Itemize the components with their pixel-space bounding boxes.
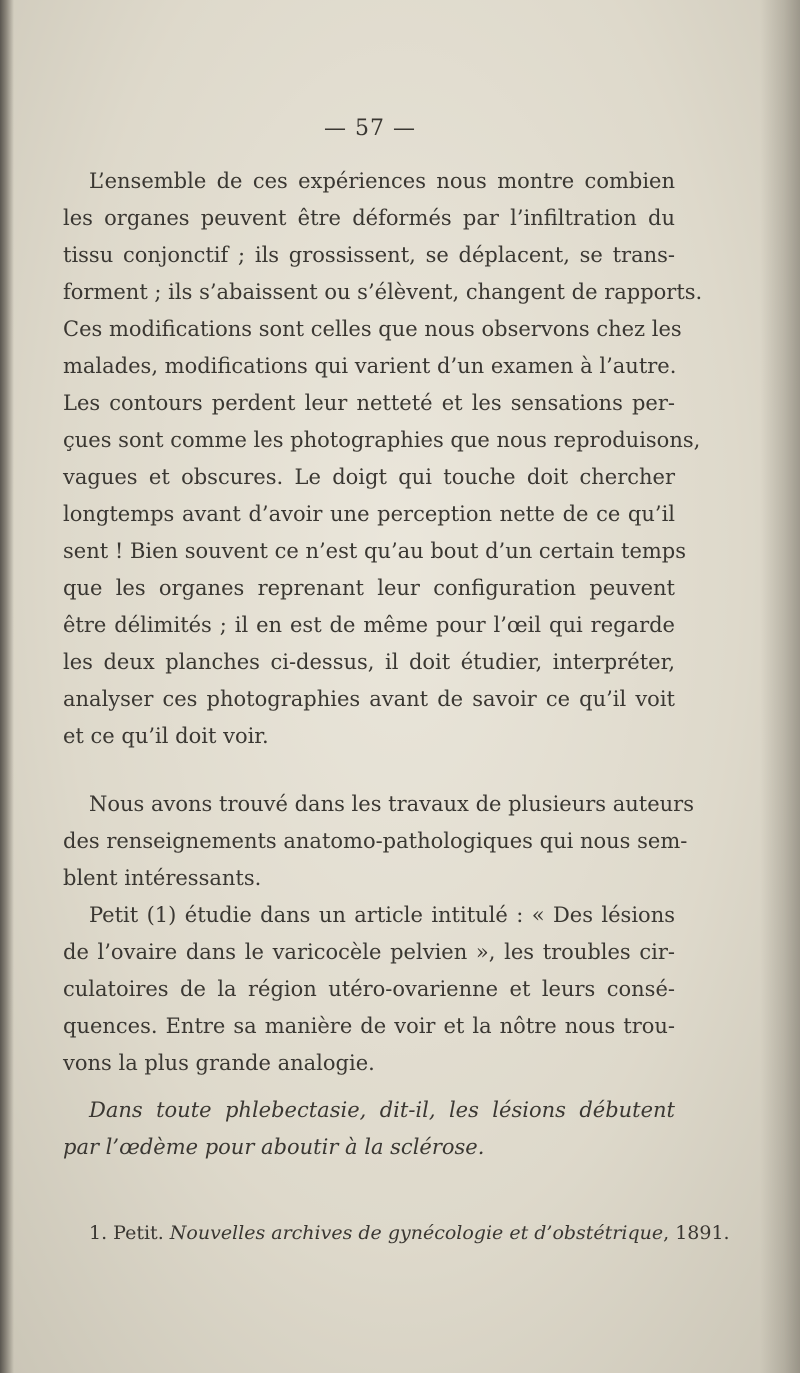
text-line: les organes peuvent être déformés par l’infiltration du — [63, 206, 675, 230]
footnote — [89, 1222, 730, 1244]
text-line: Nous avons trouvé dans les travaux de plusieurs auteurs — [89, 792, 694, 816]
quote-line: par l’œdème pour aboutir à la sclérose. — [63, 1135, 485, 1159]
footnote-marker: 1. Petit. — [89, 1222, 164, 1244]
quote-line: Dans toute phlebectasie, dit-il, les lésions débutent — [89, 1098, 675, 1122]
text-line: vagues et obscures. Le doigt qui touche doit chercher — [63, 465, 675, 489]
text-line: de l’ovaire dans le varicocèle pelvien », les troubles cir- — [63, 940, 675, 964]
page-number: — 57 — — [324, 116, 416, 141]
text-line: quences. Entre sa manière de voir et la nôtre nous trou- — [63, 1014, 675, 1038]
text-line: Ces modifications sont celles que nous observons chez les — [63, 317, 682, 341]
text-line: forment ; ils s’abaissent ou s’élèvent, changent de rapports. — [63, 280, 703, 304]
text-line: et ce qu’il doit voir. — [63, 724, 269, 748]
footnote-year: , 1891. — [663, 1222, 730, 1244]
text-line: vons la plus grande analogie. — [63, 1051, 375, 1075]
text-line: être délimités ; il en est de même pour l’œil qui regarde — [63, 613, 675, 637]
text-line: L’ensemble de ces expériences nous montre combien — [89, 169, 675, 193]
text-line: des renseignements anatomo-pathologiques qui nous sem- — [63, 829, 688, 853]
footnote-work-title: Nouvelles archives de gynécologie et d’obstétrique — [169, 1222, 664, 1244]
text-line: analyser ces photographies avant de savoir ce qu’il voit — [63, 687, 675, 711]
text-line: malades, modifications qui varient d’un examen à l’autre. — [63, 354, 677, 378]
text-line: çues sont comme les photographies que nous reproduisons, — [63, 428, 701, 452]
text-line: sent ! Bien souvent ce n’est qu’au bout d’un certain temps — [63, 539, 687, 563]
binding-shadow — [0, 0, 14, 1373]
text-line: Les contours perdent leur netteté et les sensations per- — [63, 391, 675, 415]
text-line: les deux planches ci-dessus, il doit étudier, interpréter, — [63, 650, 675, 674]
text-line: blent intéressants. — [63, 866, 262, 890]
text-line: que les organes reprenant leur configuration peuvent — [63, 576, 675, 600]
text-line: longtemps avant d’avoir une perception nette de ce qu’il — [63, 502, 675, 526]
page-edge — [760, 0, 800, 1373]
text-line: Petit (1) étudie dans un article intitulé : « Des lésions — [89, 903, 675, 927]
text-line: tissu conjonctif ; ils grossissent, se déplacent, se trans- — [63, 243, 675, 267]
text-line: culatoires de la région utéro-ovarienne et leurs consé- — [63, 977, 675, 1001]
